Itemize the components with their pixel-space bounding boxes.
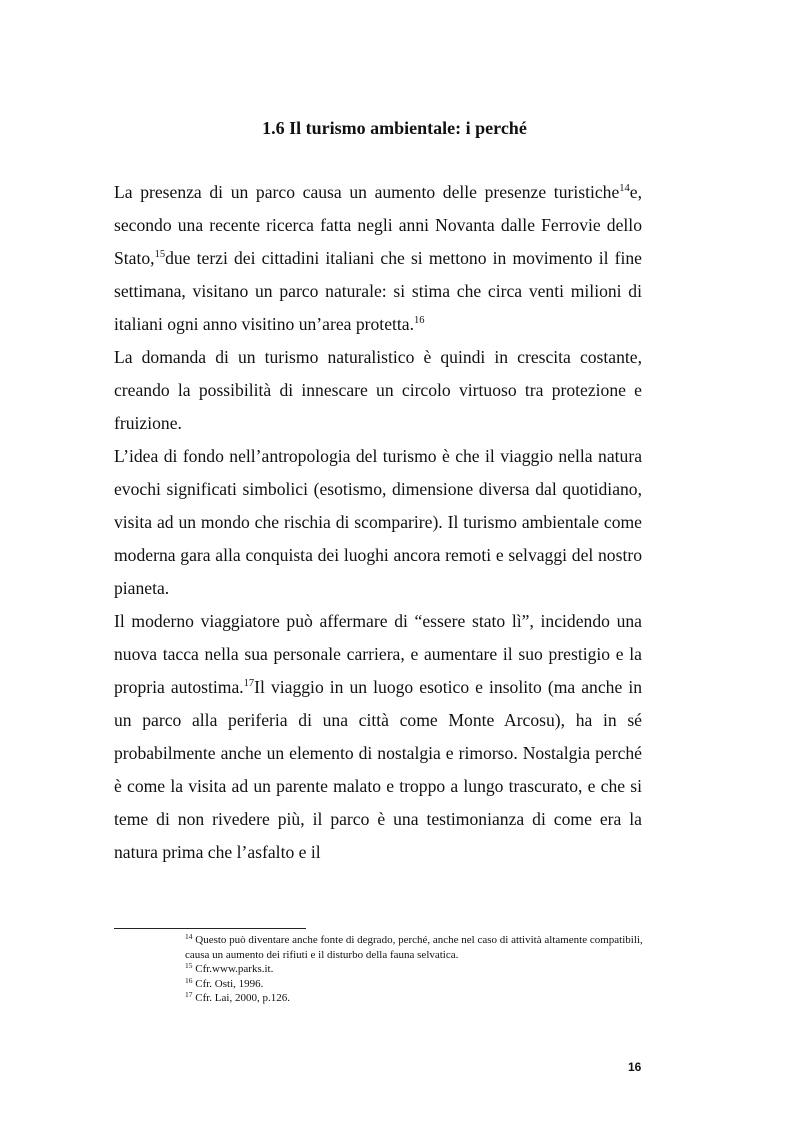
paragraph-1-part-2: e, secondo una recente ricerca fatta negli anni Novanta dalle Ferrovie dello Stato, <box>114 182 642 268</box>
paragraph-1-part-1: La presenza di un parco causa un aumento delle presenze turistiche <box>114 182 620 202</box>
paragraph-4-part-2: Il viaggio in un luogo esotico e insolito (ma anche in un parco alla periferia di una città come Monte Arcosu), ha in sé probabilmente anche un elemento di nostalgia e rimorso. Nostalgia perché è come la visita ad un parente malato e troppo a lungo trascurato, e che si teme di non rivedere più, il parco è una testimonianza di come era la natura prima che l’asfalto e il <box>114 677 642 862</box>
paragraph-1-part-3: due terzi dei cittadini italiani che si mettono in movimento il fine settimana, visitano un parco naturale: si stima che circa venti milioni di italiani ogni anno visitino un’area protetta. <box>114 248 642 334</box>
footnote-16 <box>185 977 645 992</box>
paragraph-1 <box>114 176 642 341</box>
page-number: 16 <box>628 1060 642 1074</box>
footnote-text: Cfr. Lai, 2000, p.126. <box>195 992 290 1004</box>
footnote-ref-16[interactable]: 16 <box>414 315 425 327</box>
footnote-text: Cfr.www.parks.it. <box>195 963 274 975</box>
footnotes-list <box>185 933 645 1006</box>
footnote-number: 15 <box>185 960 193 970</box>
paragraph-2: La domanda di un turismo naturalistico è quindi in crescita costante, creando la possibilità di innescare un circolo virtuoso tra protezione e fruizione. <box>114 347 642 433</box>
footnote-text: Questo può diventare anche fonte di degrado, perché, anche nel caso di attività altamente compatibili, causa un aumento dei rifiuti e il disturbo della fauna selvatica. <box>185 934 643 961</box>
body-text <box>114 176 642 869</box>
section-heading <box>0 116 793 140</box>
paragraph-4-part-1: Il moderno viaggiatore può affermare di “essere stato lì”, incidendo una nuova tacca nella sua personale carriera, e aumentare il suo prestigio e la propria autostima. <box>114 611 642 697</box>
footnote-ref-14[interactable]: 14 <box>619 183 630 195</box>
paragraph-3: L’idea di fondo nell’antropologia del turismo è che il viaggio nella natura evochi significati simbolici (esotismo, dimensione diversa dal quotidiano, visita ad un mondo che rischia di scomparire). Il turismo ambientale come moderna gara alla conquista dei luoghi ancora remoti e selvaggi del nostro pianeta. <box>114 446 642 598</box>
footnote-17 <box>185 991 645 1006</box>
section-title: 1.6 Il turismo ambientale: i perché <box>262 118 527 138</box>
paragraph-4 <box>114 605 642 869</box>
footnote-number: 14 <box>185 931 193 941</box>
footnote-15 <box>185 962 645 977</box>
footnote-14 <box>185 933 645 962</box>
footnote-ref-17[interactable]: 17 <box>243 678 255 690</box>
footnote-divider <box>114 928 306 929</box>
footnote-ref-15[interactable]: 15 <box>154 249 166 261</box>
footnote-text: Cfr. Osti, 1996. <box>195 977 264 990</box>
footnote-number: 16 <box>185 975 193 985</box>
footnote-number: 17 <box>185 989 193 999</box>
